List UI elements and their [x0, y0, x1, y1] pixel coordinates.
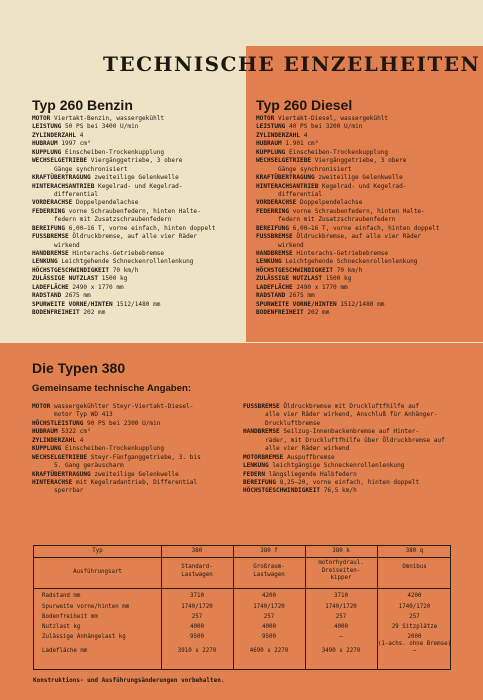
spec-key: BEREIFUNG	[32, 224, 66, 232]
spec-row	[32, 242, 215, 250]
spec-value: Hinterachs-Getriebebremse	[68, 250, 165, 257]
table-variant-label: Großraum-	[253, 564, 285, 570]
spec-value: Steyr-Fünfganggetriebe, 3. bis	[87, 453, 201, 461]
spec-row	[243, 454, 445, 462]
spec-value: Leichtgehende Schneckenrollenlenkung	[281, 258, 418, 266]
table-cell: 1740/1720	[398, 604, 431, 610]
spec-key: MOTOR	[32, 403, 51, 410]
spec-key: HINTERACHSANTRIEB	[32, 182, 95, 190]
spec-value: zweiteilige Gelenkwelle	[90, 174, 179, 182]
spec-row	[32, 445, 201, 453]
spec-value: 1500 kg	[322, 275, 352, 283]
spec-key: HINTERACHSE	[32, 478, 73, 486]
spec-row	[256, 183, 439, 191]
spec-row	[32, 454, 201, 462]
spec-value: 1500 kg	[98, 275, 128, 283]
spec-row	[32, 411, 201, 419]
spec-value: zweiteilige Gelenkwelle	[314, 174, 403, 182]
spec-value: 76,5 km/h	[320, 487, 357, 495]
spec-row	[256, 166, 439, 174]
spec-row	[32, 183, 215, 191]
spec-row	[243, 428, 445, 436]
spec-value: alle vier Räder wirkend	[265, 445, 350, 453]
spec-value: Auspuffbremse	[283, 453, 335, 461]
spec-row	[256, 208, 439, 216]
typen380-spec-right	[243, 403, 445, 496]
spec-row	[32, 225, 215, 233]
table-cell: 4200	[407, 593, 422, 599]
spec-key: ZULÄSSIGE NUTZLAST	[256, 275, 323, 283]
spec-value: vorne Schraubenfedern, hinten Halte-	[65, 207, 201, 215]
spec-row	[243, 445, 445, 453]
spec-row	[32, 471, 201, 479]
typen380-spec-left	[32, 403, 201, 496]
spec-value: Druckluftbremse	[265, 419, 321, 427]
spec-value: 8,25—20, vorne einfach, hinten doppelt	[276, 478, 420, 486]
table-type-header: 380	[191, 548, 203, 554]
spec-key: LADEFLÄCHE	[256, 283, 293, 291]
spec-value: 1.901 cm³	[281, 140, 319, 148]
benzin-heading: Typ 260 Benzin	[32, 97, 133, 113]
table-cell: 4000	[190, 624, 204, 630]
spec-row	[243, 403, 445, 411]
spec-key: VORDERACHSE	[32, 199, 73, 207]
spec-value: Einscheiben-Trockenkupplung	[285, 148, 389, 156]
spec-row	[32, 309, 215, 317]
spec-value: 6,00—16 T, vorne einfach, hinten doppelt	[65, 224, 216, 232]
spec-value: 70 km/h	[333, 266, 363, 274]
spec-row	[32, 403, 201, 411]
spec-value: räder, mit Druckluftfhilfe über Öldruckbremse auf	[265, 436, 445, 444]
spec-row	[256, 275, 439, 283]
footer-note: Konstruktions- und Ausführungsänderungen vorbehalten.	[33, 677, 225, 684]
spec-key: MOTOR	[32, 115, 51, 122]
spec-value: 4	[76, 436, 84, 444]
table-header-ausfuehrungsart: Ausführungsart	[73, 569, 122, 575]
spec-value: 2675 mm	[61, 292, 91, 300]
spec-key: KRAFTÜBERTRAGUNG	[32, 470, 91, 478]
table-cell: 257	[409, 614, 420, 620]
table-type-header: 380 k	[332, 548, 350, 554]
spec-key: SPURWEITE VORNE/HINTEN	[32, 300, 113, 308]
spec-row	[32, 174, 215, 182]
spec-value: 202 mm	[79, 309, 106, 317]
spec-row	[256, 140, 439, 148]
spec-value: Öldruckbremse, auf alle vier Räder	[292, 233, 422, 241]
spec-key: ZYLINDERZAHL	[32, 436, 77, 444]
spec-row	[256, 301, 439, 309]
spec-row	[243, 437, 445, 445]
spec-key: HINTERACHSANTRIEB	[256, 182, 319, 190]
table-note-q: (1-achs. ohne Bremse)	[377, 641, 452, 647]
table-variant-label: kipper	[330, 575, 352, 581]
table-cell: 4200	[262, 593, 276, 599]
spec-value: Hinterachs-Getriebebremse	[292, 250, 389, 257]
spec-key: HANDBREMSE	[243, 428, 280, 436]
spec-value: Einscheiben-Trockenkupplung	[61, 445, 165, 453]
spec-row	[32, 428, 201, 436]
spec-row	[243, 420, 445, 428]
spec-value: Einscheiben-Trockenkupplung	[61, 148, 165, 156]
table-row-label: Spurweite vorne/hinten mm	[42, 604, 130, 610]
spec-row	[32, 275, 215, 283]
spec-key: FUSSBREMSE	[243, 403, 280, 410]
table-row-label: Nutzlast kg	[42, 624, 81, 630]
table-cell: 257	[191, 614, 203, 620]
spec-row	[256, 225, 439, 233]
spec-value: differential	[278, 190, 323, 198]
spec-value: 4	[300, 131, 308, 139]
spec-key: LENKUNG	[32, 258, 58, 266]
spec-key: HÖCHSTGESCHWINDIGKEIT	[243, 487, 321, 495]
spec-row	[32, 115, 215, 123]
spec-value: 202 mm	[303, 309, 330, 317]
spec-key: HANDBREMSE	[32, 250, 69, 257]
spec-row	[256, 199, 439, 207]
table-cell: 1740/1720	[325, 604, 357, 610]
table-cell: 2000	[407, 634, 422, 640]
spec-value: 6,00—16 T, vorne einfach, hinten doppelt	[289, 224, 440, 232]
spec-value: 1512/1480 mm	[112, 300, 161, 308]
spec-row	[32, 258, 215, 266]
table-cell: 29 Sitzplätze	[391, 624, 438, 630]
spec-row	[243, 411, 445, 419]
spec-value: federn mit Zusatzschraubenfedern	[54, 216, 172, 224]
spec-key: FUSSBREMSE	[256, 233, 293, 241]
spec-value: mit Kegelradantrieb, Differential	[72, 478, 198, 486]
spec-row	[243, 471, 445, 479]
table-row-label: Ladefläche mm	[42, 648, 88, 654]
spec-value: Viertakt-Benzin, wassergekühlt	[50, 115, 165, 122]
spec-key: ZULÄSSIGE NUTZLAST	[32, 275, 99, 283]
spec-key: HUBRAUM	[32, 428, 58, 436]
spec-key: BEREIFUNG	[243, 478, 277, 486]
spec-key: MOTOR	[256, 115, 275, 122]
spec-key: HÖCHSTGESCHWINDIGKEIT	[256, 266, 334, 274]
table-cell: 257	[335, 614, 347, 620]
spec-row	[32, 191, 215, 199]
spec-value: vorne Schraubenfedern, hinten Halte-	[289, 207, 425, 215]
spec-value: Viergänggetriebe, 3 obere	[311, 157, 407, 165]
spec-value: wassergekühlter Steyr-Viertakt-Diesel-	[50, 403, 194, 410]
spec-value: wirkend	[54, 241, 80, 249]
spec-row	[243, 487, 445, 495]
spec-row	[32, 132, 215, 140]
spec-row	[32, 166, 215, 174]
spec-key: WECHSELGETRIEBE	[32, 157, 88, 165]
spec-key: LEISTUNG	[32, 123, 62, 131]
table-header-typ: Typ	[92, 548, 103, 554]
table-variant-label: Lastwagen	[253, 571, 285, 578]
spec-row	[256, 216, 439, 224]
spec-key: LADEFLÄCHE	[32, 283, 69, 291]
spec-row	[32, 199, 215, 207]
spec-key: FEDERRING	[256, 207, 290, 215]
spec-table	[33, 545, 451, 670]
table-row-label: Radstand mm	[42, 593, 81, 599]
spec-row	[256, 149, 439, 157]
spec-value: 2490 x 1770 mm	[292, 283, 348, 291]
spec-row	[32, 140, 215, 148]
spec-key: HÖCHSTLEISTUNG	[32, 419, 84, 427]
table-variant-label: Dreiseiten-	[321, 567, 361, 574]
spec-value: Gänge synchronisiert	[54, 165, 128, 173]
diesel-spec-list	[256, 115, 439, 318]
table-cell: 3710	[334, 593, 348, 599]
spec-value: 4	[76, 131, 84, 139]
spec-value: Kegelrad- und Kegelrad-	[318, 182, 407, 190]
spec-key: RADSTAND	[256, 292, 286, 300]
table-cell: 3710	[190, 593, 204, 599]
benzin-spec-list	[32, 115, 215, 318]
table-row-divider	[34, 588, 450, 589]
spec-key: WECHSELGETRIEBE	[256, 157, 312, 165]
spec-key: HUBRAUM	[256, 140, 282, 148]
spec-value: 2675 mm	[285, 292, 315, 300]
spec-key: RADSTAND	[32, 292, 62, 300]
table-cell: 1740/1720	[181, 604, 213, 610]
spec-row	[243, 462, 445, 470]
spec-key: LENKUNG	[256, 258, 282, 266]
spec-value: 90 PS bei 2300 U/min	[83, 419, 161, 427]
table-cell: 9500	[262, 634, 276, 640]
spec-key: KRAFTÜBERTRAGUNG	[32, 174, 91, 182]
spec-row	[256, 250, 439, 258]
table-row-label: Bodenfreiheit mm	[42, 614, 98, 620]
table-variant-label: Lastwagen	[181, 571, 213, 578]
spec-value: 1997 cm³	[57, 140, 91, 148]
table-cell: 3910 x 2270	[177, 648, 217, 654]
spec-key: FEDERRING	[32, 207, 66, 215]
spec-value: Viertakt-Diesel, wassergekühlt	[274, 115, 389, 122]
spec-value: 5. Gang geräuscharm	[54, 462, 124, 470]
spec-row	[256, 174, 439, 182]
spec-value: leichtgängige Schneckenrollenlenkung	[268, 462, 405, 470]
spec-value: 1512/1480 mm	[336, 300, 385, 308]
spec-value: Kegelrad- und Kegelrad-	[94, 182, 183, 190]
spec-value: 2490 x 1770 mm	[68, 283, 124, 291]
spec-value: 40 PS bei 3200 U/min	[285, 123, 363, 131]
spec-value: längsliegende Halbfedern	[265, 470, 357, 478]
spec-value: sperrbar	[54, 487, 84, 495]
diesel-heading: Typ 260 Diesel	[256, 97, 353, 113]
table-type-header: 380 q	[405, 548, 424, 554]
spec-row	[32, 462, 201, 470]
typen380-subheading: Gemeinsame technische Angaben:	[32, 383, 192, 394]
spec-key: KRAFTÜBERTRAGUNG	[256, 174, 315, 182]
spec-row	[256, 132, 439, 140]
spec-value: alle vier Räder wirkend, Anschluß für Anhänger-	[265, 411, 438, 419]
spec-value: zweiteilige Gelenkwelle	[90, 470, 179, 478]
spec-key: KUPPLUNG	[32, 148, 62, 156]
spec-key: FUSSBREMSE	[32, 233, 69, 241]
spec-value: Gänge synchronisiert	[278, 165, 352, 173]
spec-key: FEDERN	[243, 470, 266, 478]
spec-row	[32, 250, 215, 258]
spec-value: Doppelpendelachse	[72, 199, 139, 207]
table-cell: 4000	[334, 624, 348, 630]
spec-value: Öldruckbremse mit Druckluftfhilfe auf	[279, 403, 420, 410]
spec-key: BODENFREIHEIT	[32, 309, 80, 317]
spec-key: VORDERACHSE	[256, 199, 297, 207]
table-type-header: 380 f	[260, 548, 278, 554]
table-cell: 9500	[190, 634, 204, 640]
spec-key: LEISTUNG	[256, 123, 286, 131]
spec-value: motor Typ WD 413	[54, 411, 113, 419]
table-cell: 4000	[262, 624, 276, 630]
spec-key: ZYLINDERZAHL	[32, 131, 77, 139]
table-variant-label: motorhydraul.	[318, 560, 364, 566]
spec-row	[256, 157, 439, 165]
spec-row	[256, 115, 439, 123]
page-title: TECHNISCHE EINZELHEITEN	[103, 52, 481, 76]
table-cell: 4690 x 2270	[249, 648, 289, 654]
spec-row	[32, 487, 201, 495]
spec-row	[32, 149, 215, 157]
spec-value: Leichtgehende Schneckenrollenlenkung	[57, 258, 194, 266]
spec-value: Öldruckbremse, auf alle vier Räder	[68, 233, 198, 241]
table-variant-label: Omnibus	[402, 564, 427, 570]
spec-row	[256, 233, 439, 241]
spec-row	[32, 216, 215, 224]
spec-row	[256, 284, 439, 292]
table-cell: 1740/1720	[253, 604, 285, 610]
table-cell: —	[412, 648, 417, 654]
spec-key: SPURWEITE VORNE/HINTEN	[256, 300, 337, 308]
spec-row	[256, 242, 439, 250]
spec-row	[256, 123, 439, 131]
spec-key: BEREIFUNG	[256, 224, 290, 232]
spec-value: Doppelpendelachse	[296, 199, 363, 207]
spec-row	[32, 301, 215, 309]
spec-row	[32, 233, 215, 241]
table-variant-label: Standard-	[181, 564, 213, 570]
spec-row	[256, 309, 439, 317]
spec-key: ZYLINDERZAHL	[256, 131, 301, 139]
spec-value: Seilzug-Innenbackenbremse auf Hinter-	[279, 428, 420, 436]
table-row-divider	[34, 557, 450, 558]
spec-row	[32, 157, 215, 165]
spec-key: HÖCHSTGESCHWINDIGKEIT	[32, 266, 110, 274]
spec-row	[32, 479, 201, 487]
spec-key: MOTORBREMSE	[243, 453, 284, 461]
spec-row	[32, 123, 215, 131]
table-row-label: Zulässige Anhängelast kg	[42, 634, 126, 640]
table-cell: 3490 x 2270	[321, 648, 361, 654]
typen380-heading: Die Typen 380	[32, 360, 126, 376]
spec-value: 70 km/h	[109, 266, 139, 274]
spec-value: federn mit Zusatzschraubenfedern	[278, 216, 396, 224]
spec-key: BODENFREIHEIT	[256, 309, 304, 317]
spec-key: WECHSELGETRIEBE	[32, 453, 88, 461]
spec-value: Viergänggetriebe, 3 obere	[87, 157, 183, 165]
spec-value: wirkend	[278, 241, 304, 249]
spec-row	[32, 437, 201, 445]
spec-row	[256, 292, 439, 300]
spec-row	[32, 420, 201, 428]
table-cell: 257	[263, 614, 275, 620]
spec-row	[32, 292, 215, 300]
spec-key: LENKUNG	[243, 462, 269, 470]
spec-value: 5322 cm³	[57, 428, 91, 436]
spec-value: differential	[54, 190, 99, 198]
spec-key: KUPPLUNG	[256, 148, 286, 156]
table-cell: —	[339, 634, 343, 640]
spec-key: HUBRAUM	[32, 140, 58, 148]
spec-row	[256, 258, 439, 266]
spec-value: 50 PS bei 3400 U/min	[61, 123, 139, 131]
spec-row	[32, 284, 215, 292]
spec-key: HANDBREMSE	[256, 250, 293, 257]
spec-key: KUPPLUNG	[32, 445, 62, 453]
spec-row	[32, 208, 215, 216]
spec-row	[256, 191, 439, 199]
